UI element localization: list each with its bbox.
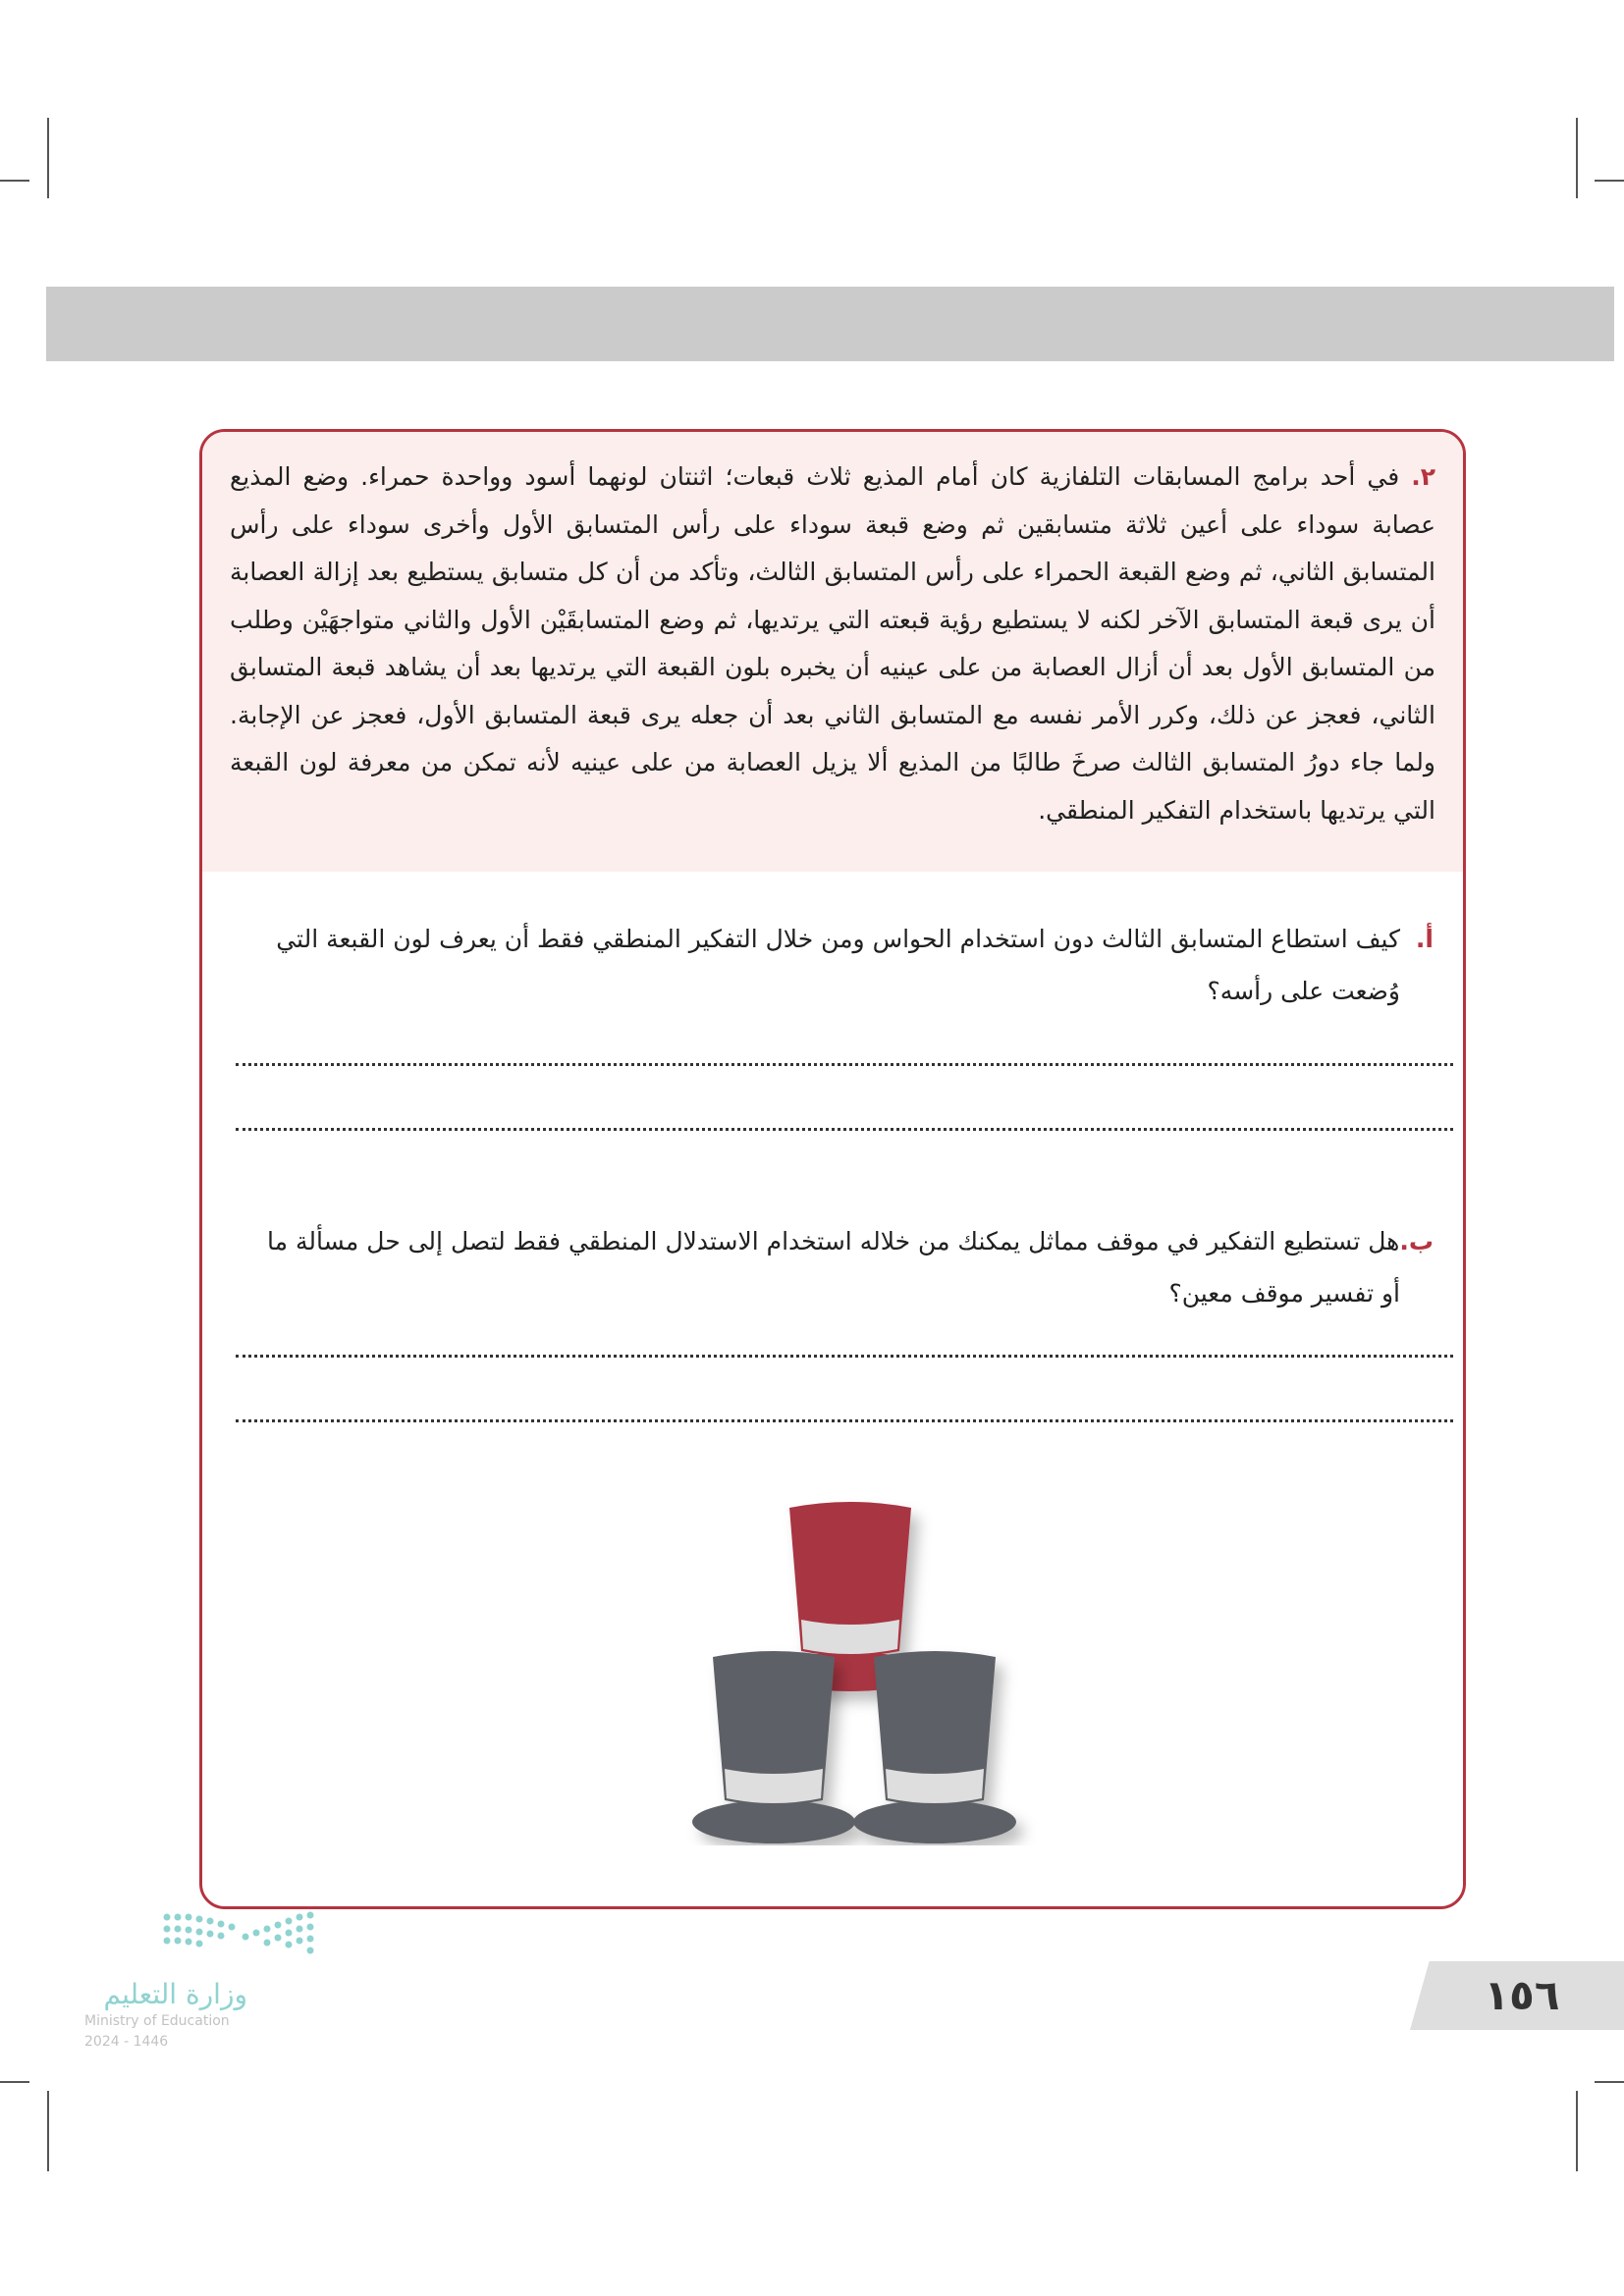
crop-mark [47, 2091, 49, 2171]
ministry-logo-icon [157, 1907, 324, 1961]
ministry-name-arabic: وزارة التعليم [103, 1978, 247, 2010]
edition-year: 2024 - 1446 [84, 2034, 169, 2050]
answer-line[interactable] [236, 1063, 1453, 1066]
answer-line[interactable] [236, 1128, 1453, 1131]
story-paragraph [230, 454, 1435, 834]
crop-mark [1576, 118, 1578, 198]
question-label: أ. [1415, 925, 1434, 953]
crop-mark [1576, 2091, 1578, 2171]
header-band [46, 287, 1614, 361]
question-a [220, 913, 1434, 1017]
exercise-number: ٢. [1411, 462, 1435, 491]
exercise-box [199, 429, 1466, 1909]
question-text-continued: أو تفسير موقف معين؟ [1168, 1279, 1400, 1308]
hats-illustration [664, 1492, 1037, 1845]
answer-line[interactable] [236, 1355, 1453, 1358]
crop-mark [0, 2081, 29, 2083]
story-text: في أحد برامج المسابقات التلفازية كان أمام المذيع ثلاث قبعات؛ اثنتان لونهما أسود وواحدة حمراء. وضع المذيع عصابة سوداء على أعين ثلاثة متسابقين ثم وضع قبعة سوداء على رأس المتسابق الأول وأخرى سوداء على رأس المتسابق الثاني، ثم وضع القبعة الحمراء على رأس المتسابق الثالث، وتأكد من أن كل متسابق يستطيع بعد إزالة العصابة أن يرى قبعة المتسابق الآخر لكنه لا يستطيع رؤية قبعته التي يرتديها، ثم وضع المتسابقَيْن الأول والثاني متواجهَيْن وطلب من المتسابق الأول بعد أن أزال العصابة من على عينيه أن يخبره بلون القبعة التي يرتديها بعد أن يشاهد قبعة المتسابق الثاني، فعجز عن ذلك، وكرر الأمر نفسه مع المتسابق الثاني بعد أن جعله يرى قبعة المتسابق الأول، فعجز عن الإجابة. ولما جاء دورُ المتسابق الثالث صرخَ طالبًا من المذيع ألا يزيل العصابة من على عينيه لأنه تمكن من معرفة لون القبعة التي يرتديها باستخدام التفكير المنطقي. [230, 462, 1435, 825]
question-text: كيف استطاع المتسابق الثالث دون استخدام الحواس ومن خلال التفكير المنطقي فقط أن يعرف لون القبعة التي [276, 925, 1400, 953]
question-text: هل تستطيع التفكير في موقف مماثل يمكنك من خلاله استخدام الاستدلال المنطقي فقط لتصل إلى حل مسألة ما [267, 1227, 1400, 1255]
answer-line[interactable] [236, 1419, 1453, 1422]
gray-top-hat-icon [853, 1651, 1016, 1843]
crop-mark [1595, 2081, 1624, 2083]
gray-top-hat-icon [692, 1651, 855, 1843]
crop-mark [1595, 180, 1624, 182]
crop-mark [0, 180, 29, 182]
page-number: ١٥٦ [1484, 1971, 1560, 2019]
question-label: ب. [1399, 1227, 1434, 1255]
question-b [220, 1215, 1434, 1319]
crop-mark [47, 118, 49, 198]
ministry-name-english: Ministry of Education [84, 2013, 230, 2029]
question-text-continued: وُضعت على رأسه؟ [1207, 977, 1400, 1005]
